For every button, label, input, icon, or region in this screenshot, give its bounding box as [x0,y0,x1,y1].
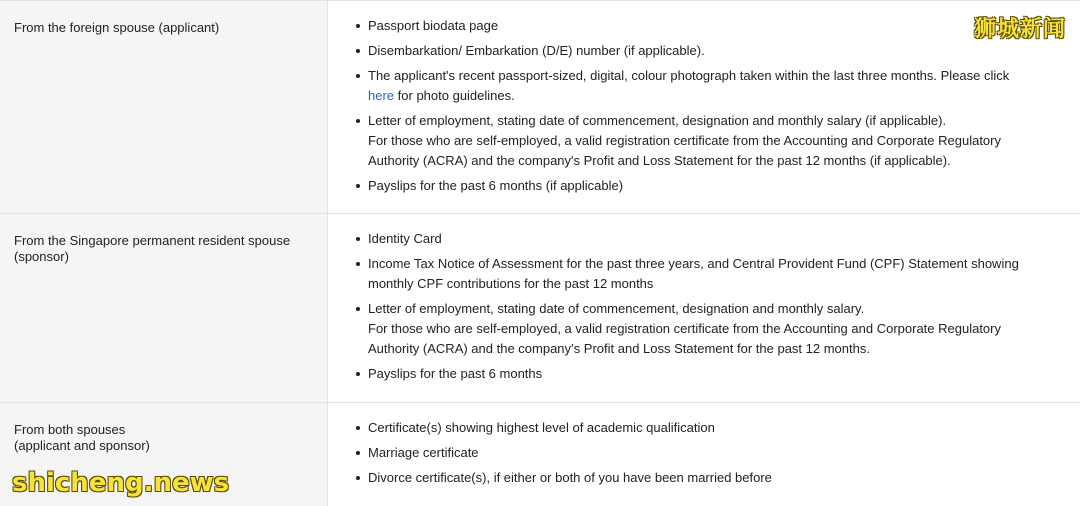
bullet-icon [356,237,360,241]
row-content-cell [328,214,1080,402]
list-item-text: Certificate(s) showing highest level of academic qualification [368,420,715,435]
row-label: From the foreign spouse (applicant) [14,20,220,35]
row-label: From the Singapore permanent resident spouse [14,233,291,248]
watermark-top-right: 狮城新闻 [973,17,1066,42]
list-item [356,364,1060,384]
document-list [356,418,1060,488]
list-item-text: Income Tax Notice of Assessment for the past three years, and Central Provident Fund (CPF) Statement showing [368,256,1019,271]
list-item-text: Payslips for the past 6 months [368,366,543,381]
document-list [356,229,1060,384]
bullet-icon [356,49,360,53]
list-item-text: Disembarkation/ Embarkation (D/E) number (if applicable). [368,43,705,58]
list-item-text: Passport biodata page [368,18,499,33]
row-label-cell [0,214,328,402]
bullet-icon [356,451,360,455]
list-item [356,176,1060,196]
list-item [356,254,1060,294]
list-item-text: For those who are self-employed, a valid registration certificate from the Accounting and Corporate Regulatory [368,133,1001,148]
list-item-text: Letter of employment, stating date of commencement, designation and monthly salary (if applicable). [368,113,947,128]
list-item-text: for photo guidelines. [397,88,515,103]
bullet-icon [356,426,360,430]
list-item-text: Marriage certificate [368,445,479,460]
row-content-cell [328,1,1080,213]
row-label: (applicant and sponsor) [14,438,150,453]
bullet-icon [356,184,360,188]
list-item-text: Letter of employment, stating date of commencement, designation and monthly salary. [368,301,865,316]
row-label: From both spouses [14,422,126,437]
list-item [356,468,1060,488]
list-item [356,41,1060,61]
table-row-pr-spouse [0,214,1080,403]
bullet-icon [356,119,360,123]
list-item [356,418,1060,438]
list-item-text-with-link [368,86,1060,106]
bullet-icon [356,262,360,266]
list-item [356,299,1060,359]
bullet-icon [356,307,360,311]
list-item-text: Payslips for the past 6 months (if applicable) [368,178,624,193]
table-row-foreign-spouse [0,1,1080,214]
row-content-cell [328,403,1080,506]
list-item [356,229,1060,249]
bullet-icon [356,476,360,480]
list-item [356,443,1060,463]
list-item-text: Identity Card [368,231,442,246]
list-item [356,66,1060,106]
bullet-icon [356,24,360,28]
list-item-text: Authority (ACRA) and the company's Profit and Loss Statement for the past 12 months (if applicable). [368,153,951,168]
list-item-text: Authority (ACRA) and the company’s Profit and Loss Statement for the past 12 months. [368,341,870,356]
row-label-cell [0,1,328,213]
bullet-icon [356,74,360,78]
list-item-text: For those who are self-employed, a valid registration certificate from the Accounting and Corporate Regulatory [368,321,1001,336]
document-list [356,16,1060,196]
list-item-text: Divorce certificate(s), if either or both of you have been married before [368,470,772,485]
photo-guidelines-link[interactable]: here [368,88,395,103]
list-item-text: The applicant's recent passport-sized, digital, colour photograph taken within the last three months. Please click [368,68,1010,83]
watermark-bottom-left: shicheng.news [12,468,230,498]
list-item [356,16,1060,36]
bullet-icon [356,372,360,376]
list-item-text: monthly CPF contributions for the past 12 months [368,276,654,291]
row-label: (sponsor) [14,249,69,264]
list-item [356,111,1060,171]
